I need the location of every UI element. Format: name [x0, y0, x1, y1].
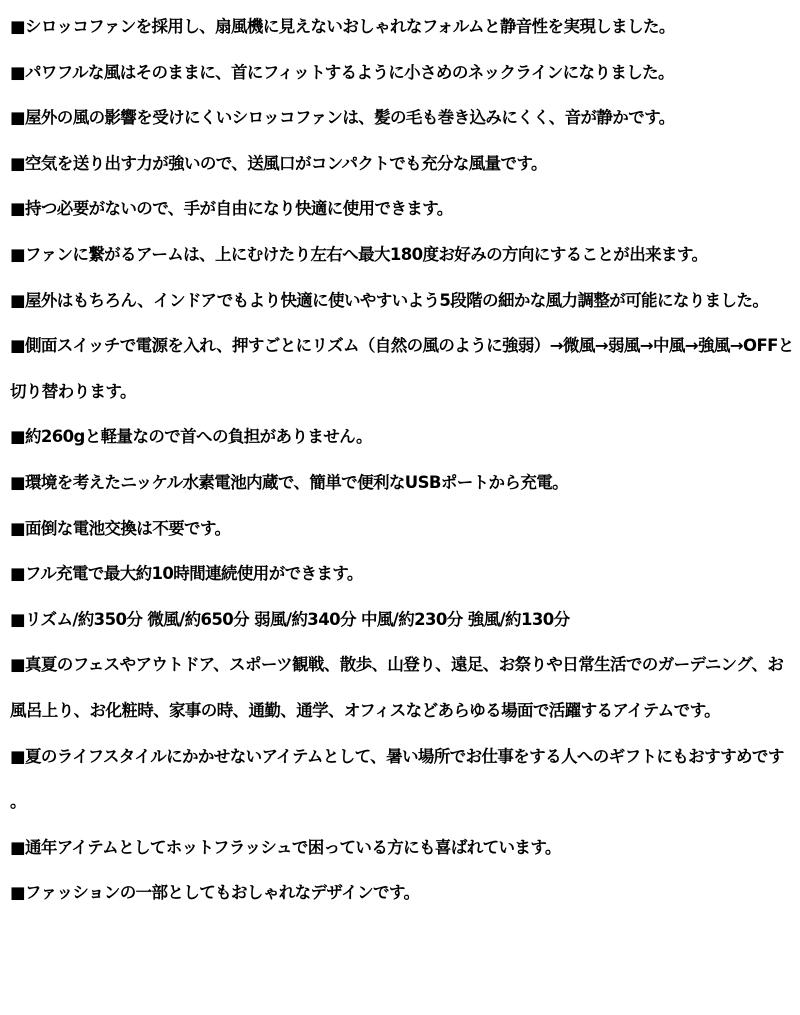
feature-five-speed: ■屋外はもちろん、インドアでもより快適に使いやすいよう5段階の細かな風力調整が可能になりました。	[10, 290, 769, 310]
feature-neckline: ■パワフルな風はそのままに、首にフィットするように小さめのネックラインになりました。	[10, 62, 674, 82]
feature-fashion: ■ファッションの一部としてもおしゃれなデザインです。	[10, 883, 420, 903]
feature-adjustable-arm: ■ファンに繋がるアームは、上にむけたり左右へ最大180度お好みの方向にすることが出来ます。	[10, 244, 708, 264]
feature-mode-runtimes: ■リズム/約350分 微風/約650分 弱風/約340分 中風/約230分 強風/約130分	[10, 609, 570, 629]
feature-use-cases: ■真夏のフェスやアウトドア、スポーツ観戦、散歩、山登り、遠足、お祭りや日常生活でのガーデニング、お風呂上り、お化粧時、家事の時、通勤、通学、オフィスなどあらゆる場面で活躍するアイテムです。	[10, 655, 784, 720]
feature-sirocco-fan: ■シロッコファンを採用し、扇風機に見えないおしゃれなフォルムと静音性を実現しました。	[10, 17, 675, 36]
feature-side-switch: ■側面スイッチで電源を入れ、押すごとにリズム（自然の風のように強弱）→微風→弱風→中風→強風→OFFと切り替わります。	[10, 336, 794, 401]
feature-outdoor-quiet: ■屋外の風の影響を受けにくいシロッコファンは、髪の毛も巻き込みにくく、音が静かです。	[10, 108, 675, 128]
feature-usb-charging: ■環境を考えたニッケル水素電池内蔵で、簡単で便利なUSBポートから充電。	[10, 472, 569, 492]
feature-hands-free: ■持つ必要がないので、手が自由になり快適に使用できます。	[10, 199, 453, 219]
feature-air-volume: ■空気を送り出す力が強いので、送風口がコンパクトでも充分な風量です。	[10, 153, 547, 173]
feature-lightweight: ■約260gと軽量なので首への負担がありません。	[10, 427, 372, 447]
feature-battery-life: ■フル充電で最大約10時間連続使用ができます。	[10, 564, 363, 584]
feature-hot-flash: ■通年アイテムとしてホットフラッシュで困っている方にも喜ばれています。	[10, 837, 561, 857]
feature-list	[10, 4, 795, 916]
feature-no-battery-change: ■面倒な電池交換は不要です。	[10, 518, 231, 538]
feature-gift: ■夏のライフスタイルにかかせないアイテムとして、暑い場所でお仕事をする人へのギフトにもおすすめです。	[10, 746, 784, 812]
